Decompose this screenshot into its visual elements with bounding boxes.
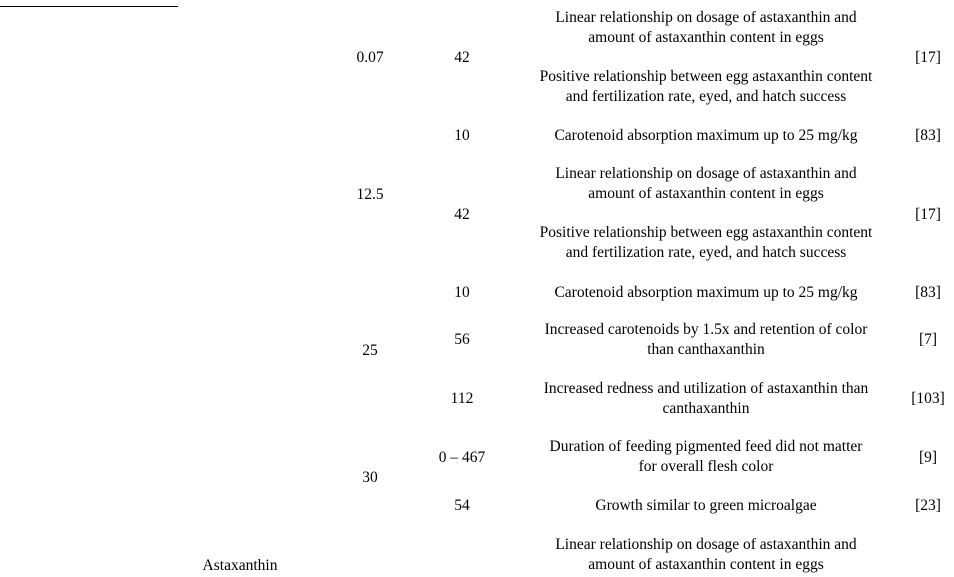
finding-cell — [506, 496, 906, 516]
reference-cell: [83] — [915, 127, 941, 144]
reference-cell: [83] — [915, 284, 941, 301]
finding-line: for overall flesh color — [638, 458, 774, 475]
finding-line: canthaxanthin — [662, 400, 750, 417]
reference-cell: [7] — [918, 331, 938, 348]
reference-cell: [103] — [911, 390, 945, 407]
finding-line: Linear relationship on dosage of astaxanthin and — [555, 165, 857, 182]
duration-cell: 56 — [454, 331, 470, 348]
finding-cell — [506, 379, 906, 419]
finding-line: Carotenoid absorption maximum up to 25 mg/kg — [554, 284, 858, 301]
finding-line: Duration of feeding pigmented feed did not matter — [549, 438, 863, 455]
finding-line: than canthaxanthin — [647, 341, 765, 358]
duration-cell: 10 — [454, 284, 470, 301]
dose-cell: 12.5 — [356, 186, 384, 203]
dose-cell: 30 — [362, 469, 378, 486]
reference-cell: [17] — [915, 49, 941, 66]
finding-line: Linear relationship on dosage of astaxanthin and — [555, 9, 857, 26]
finding-cell — [506, 126, 906, 146]
finding-line: amount of astaxanthin content in eggs — [588, 556, 824, 573]
finding-line: amount of astaxanthin content in eggs — [588, 185, 824, 202]
finding-cell — [506, 320, 906, 360]
compound-name: Astaxanthin — [202, 557, 278, 574]
finding-line: Linear relationship on dosage of astaxanthin and — [555, 536, 857, 553]
duration-cell: 54 — [454, 497, 470, 514]
finding-line: Growth similar to green microalgae — [595, 497, 817, 514]
table-top-rule — [0, 6, 178, 7]
finding-line: Positive relationship between egg astaxanthin content — [539, 224, 873, 241]
finding-line: Increased redness and utilization of astaxanthin than — [543, 380, 869, 397]
duration-cell: 42 — [454, 206, 470, 223]
finding-line: amount of astaxanthin content in eggs — [588, 29, 824, 46]
finding-cell — [506, 223, 906, 263]
duration-cell: 42 — [454, 49, 470, 66]
finding-line: and fertilization rate, eyed, and hatch success — [565, 88, 847, 105]
finding-cell — [506, 67, 906, 107]
finding-cell — [506, 8, 906, 48]
duration-cell: 10 — [454, 127, 470, 144]
duration-cell: 0 – 467 — [438, 449, 486, 466]
finding-cell — [506, 437, 906, 477]
finding-cell — [506, 283, 906, 303]
finding-cell — [506, 535, 906, 575]
reference-cell: [17] — [915, 206, 941, 223]
dose-cell: 0.07 — [356, 49, 384, 66]
finding-line: Carotenoid absorption maximum up to 25 mg/kg — [554, 127, 858, 144]
dose-cell: 25 — [362, 342, 378, 359]
finding-line: Increased carotenoids by 1.5x and retention of color — [544, 321, 868, 338]
reference-cell: [9] — [918, 449, 938, 466]
duration-cell: 112 — [450, 390, 474, 407]
reference-cell: [23] — [915, 497, 941, 514]
finding-line: Positive relationship between egg astaxanthin content — [539, 68, 873, 85]
finding-cell — [506, 164, 906, 204]
finding-line: and fertilization rate, eyed, and hatch success — [565, 244, 847, 261]
